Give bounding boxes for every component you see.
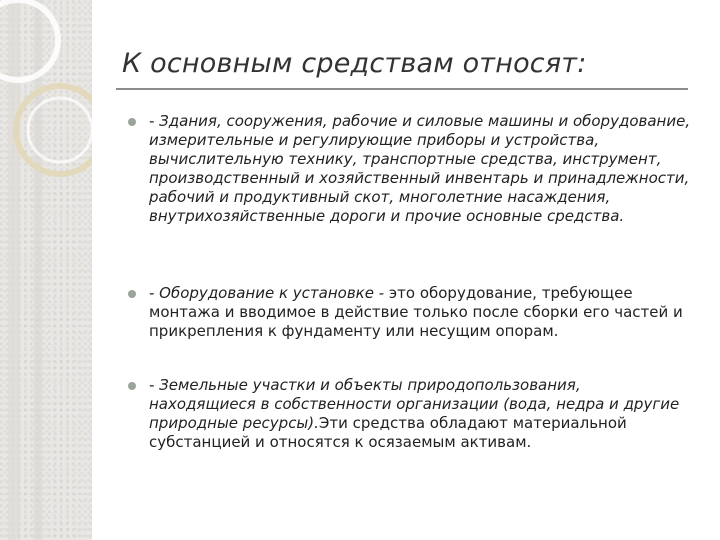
list-item [122,376,692,452]
bullet-text: Эти средства обладают материальной субстанцией и относятся к осязаемым активам. [149,414,627,451]
bullet-icon [128,290,136,298]
decorative-side-panel [0,0,92,540]
slide-title: К основным средствам относят: [122,48,587,79]
list-item [122,284,692,341]
bullet-icon [128,118,136,126]
bullet-italic-text: - Здания, сооружения, рабочие и силовые машины и оборудование, измерительные и регулирующие приборы и устройства, вычислительную технику, транспортные средства, инструмент, производственный и хозяйственный инвентарь и принадлежности, рабочий и продуктивный скот, многолетние насаждения, внутрихозяйственные дороги и прочие основные средства. [149,112,691,225]
title-underline [116,88,688,90]
bullet-text: - это оборудование, требующее монтажа и вводимое в действие только после сборки его частей и прикрепления к фундаменту или несущим опорам. [149,284,683,340]
decorative-rings-graphic [0,0,92,540]
bullet-italic-text: - Оборудование к установке [149,284,374,302]
bullet-italic-text: - Земельные участки и объекты природопользования, находящиеся в собственности организации (вода, недра и другие природные ресурсы). [149,376,680,432]
list-item [122,112,692,226]
bullet-icon [128,382,136,390]
